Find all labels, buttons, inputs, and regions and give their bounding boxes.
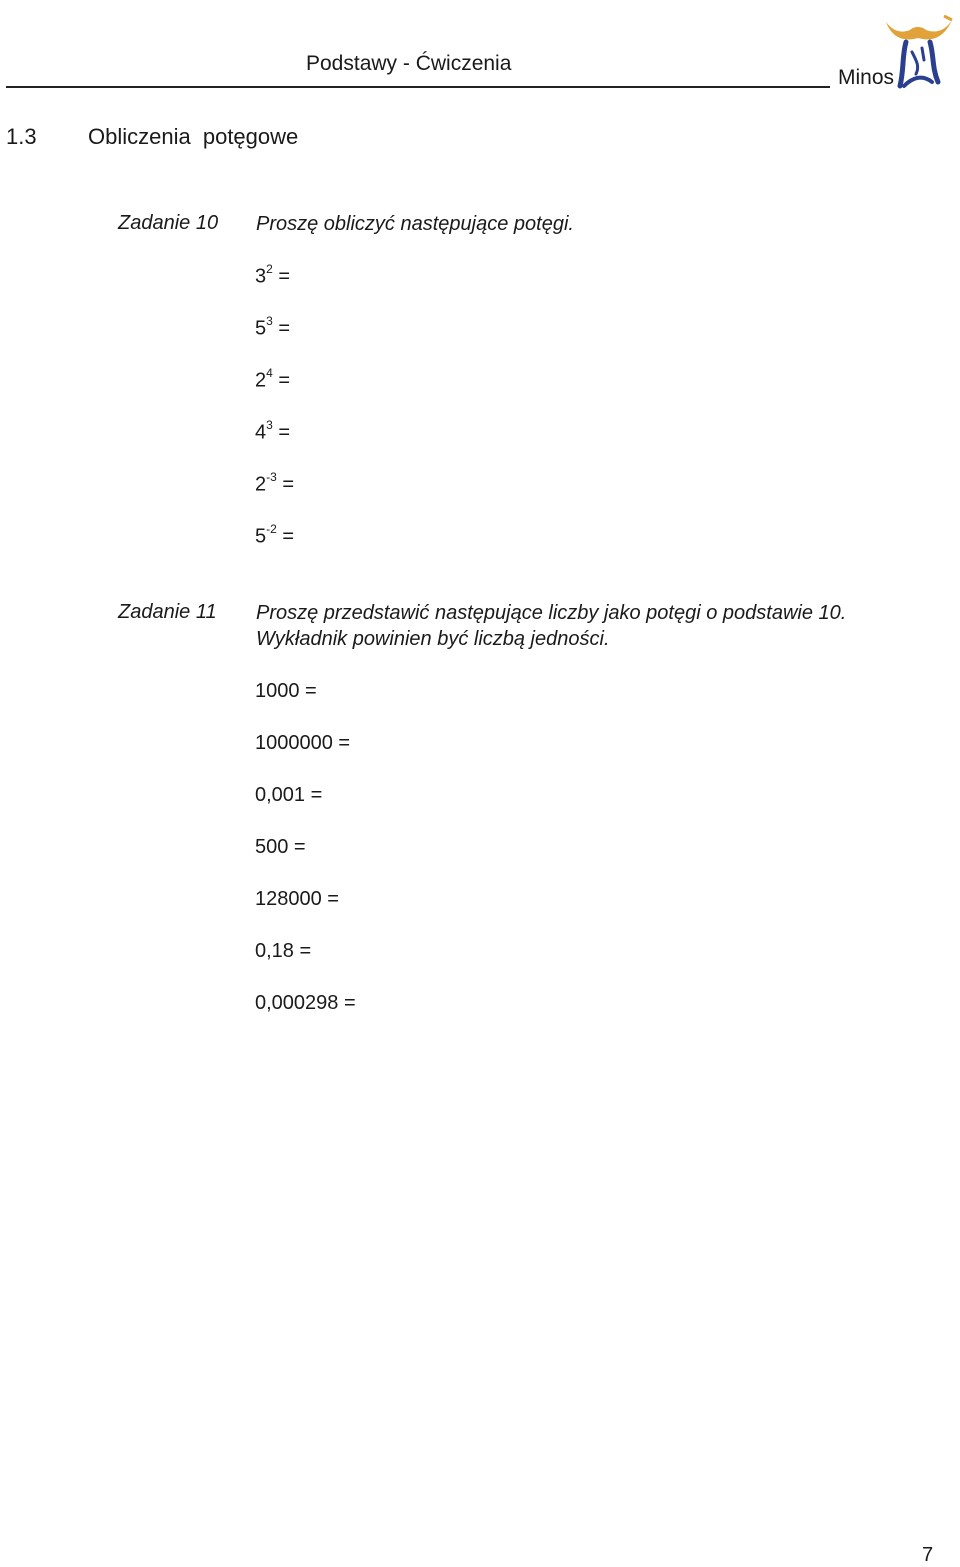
task-11-instruction-line-1: Proszę przedstawić następujące liczby jako potęgi o podstawie 10. (256, 602, 847, 624)
task-10-item: $2^4$ = (255, 366, 291, 392)
task-11-item: 128000 = (255, 888, 339, 910)
task-11-item: 0,001 = (255, 784, 323, 806)
document-header-title: Podstawy - Ćwiczenia (306, 52, 512, 75)
task-10-label: Zadanie 10 (118, 212, 219, 234)
task-10-item: $5^{-2}$ = (255, 522, 295, 548)
task-11-item: 0,18 = (255, 940, 312, 962)
task-11-label: Zadanie 11 (118, 601, 217, 623)
task-11-item: 1000 = (255, 680, 317, 702)
section-title-word-1: Obliczenia (88, 124, 191, 149)
section-heading (6, 124, 304, 150)
header-rule (6, 86, 830, 88)
task-10-item: $2^{-3}$ = (255, 470, 295, 496)
task-10-instruction: Proszę obliczyć następujące potęgi. (256, 213, 574, 235)
task-10-item: $3^2$ = (255, 262, 291, 288)
section-title-word-2: potęgowe (202, 124, 299, 149)
task-11-item: 500 = (255, 836, 306, 858)
brand-name: Minos (838, 66, 895, 89)
task-11-item: 0,000298 = (255, 992, 356, 1014)
page-number: 7 (922, 1544, 934, 1566)
task-11-instruction-line-2: Wykładnik powinien być liczbą jedności. (256, 628, 610, 650)
section-number: 1.3 (6, 124, 37, 149)
task-10-item: $4^3$ = (255, 418, 291, 444)
task-10-item: $5^3$ = (255, 314, 291, 340)
task-11-item: 1000000 = (255, 732, 351, 754)
bull-head-logo-icon (882, 8, 956, 92)
